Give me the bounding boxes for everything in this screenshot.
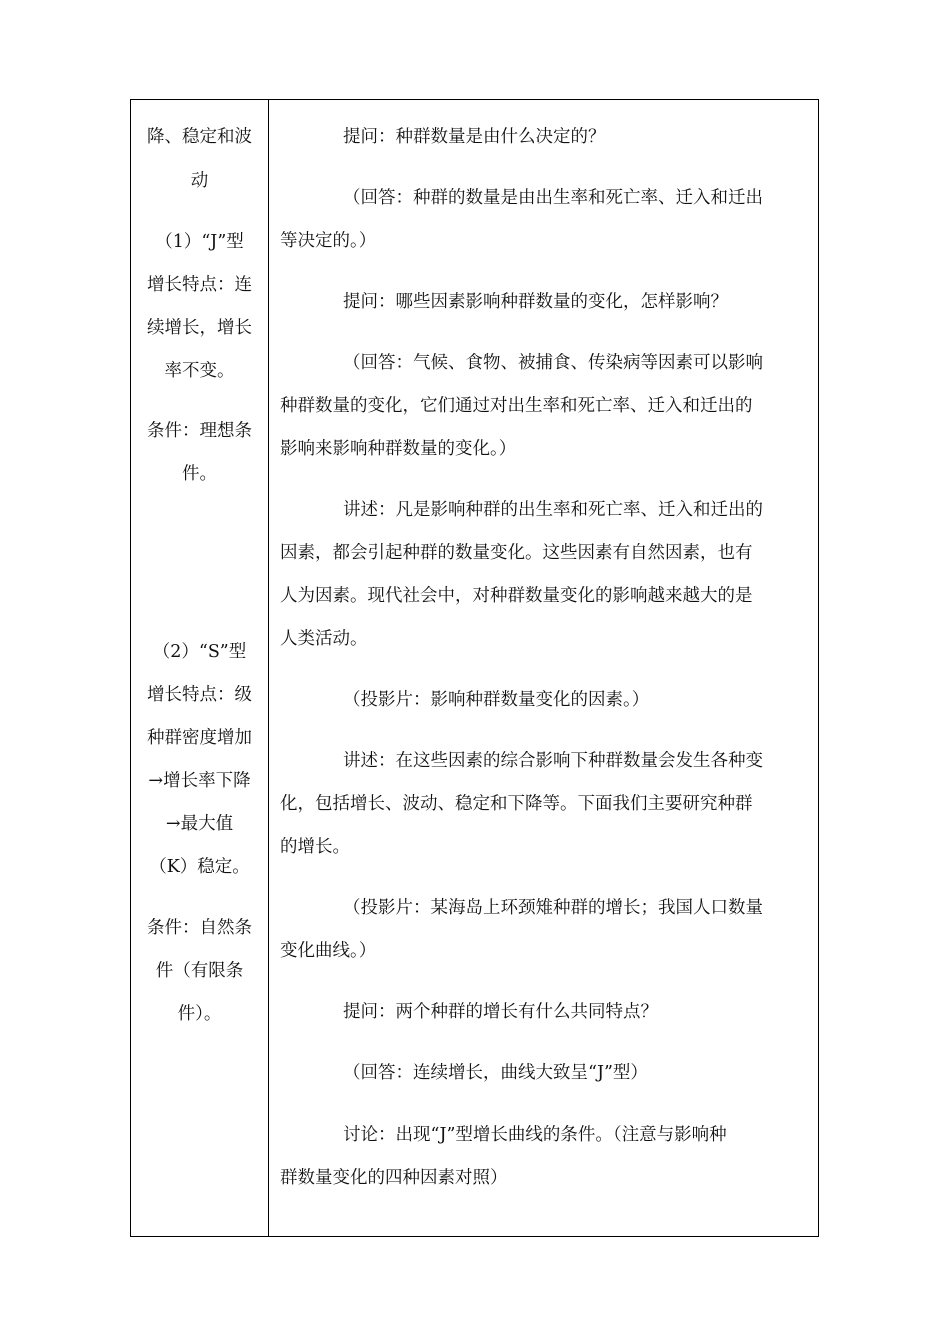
text-line: 的增长。: [280, 837, 350, 857]
text-line: 提问：哪些因素影响种群数量的变化，怎样影响？: [343, 292, 728, 312]
text-line: 人类活动。: [280, 629, 368, 649]
lesson-table: [130, 99, 819, 1237]
text-line: 讲述：凡是影响种群的出生率和死亡率、迁入和迁出的: [343, 500, 763, 520]
text-line: （投影片：影响种群数量变化的因素。）: [343, 690, 650, 710]
text-line: 变化曲线。）: [280, 941, 377, 961]
note-line: 种群密度增加: [147, 728, 252, 748]
text-line: 讲述：在这些因素的综合影响下种群数量会发生各种变: [343, 751, 763, 771]
text-line: 种群数量的变化，它们通过对出生率和死亡率、迁入和迁出的: [280, 396, 753, 416]
note-line: 件。: [182, 464, 217, 484]
note-line: 降、稳定和波: [147, 127, 252, 147]
note-line: →最大值: [165, 814, 234, 834]
note-line: 件）。: [177, 1004, 222, 1024]
note-line: →增长率下降: [148, 771, 251, 791]
text-line: 提问：种群数量是由什么决定的？: [343, 127, 606, 147]
text-line: （回答：连续增长，曲线大致呈“J”型）: [343, 1063, 648, 1083]
note-line: 续增长，增长: [147, 318, 252, 338]
note-line: 条件：理想条: [147, 421, 252, 441]
text-line: 等决定的。）: [280, 231, 377, 251]
text-line: （回答：种群的数量是由出生率和死亡率、迁入和迁出: [343, 188, 763, 208]
note-line: 动: [190, 171, 209, 191]
note-line: 增长特点：连: [147, 275, 252, 295]
note-line: 条件：自然条: [147, 918, 252, 938]
note-line: （K）稳定。: [149, 857, 250, 877]
note-line: 增长特点：级: [147, 685, 252, 705]
text-line: 群数量变化的四种因素对照）: [280, 1168, 508, 1188]
text-line: （投影片：某海岛上环颈雉种群的增长；我国人口数量: [343, 898, 763, 918]
text-line: 影响来影响种群数量的变化。）: [280, 439, 517, 459]
column-divider: [268, 100, 269, 1236]
text-line: 提问：两个种群的增长有什么共同特点？: [343, 1002, 658, 1022]
text-line: 化，包括增长、波动、稳定和下降等。下面我们主要研究种群: [280, 794, 753, 814]
text-line: 讨论：出现“J”型增长曲线的条件。（注意与影响种: [343, 1125, 727, 1145]
text-line: 人为因素。现代社会中，对种群数量变化的影响越来越大的是: [280, 586, 753, 606]
note-line: （1）“J”型: [155, 232, 244, 252]
text-line: 因素，都会引起种群的数量变化。这些因素有自然因素，也有: [280, 543, 753, 563]
text-line: （回答：气候、食物、被捕食、传染病等因素可以影响: [343, 353, 763, 373]
note-line: （2）“S”型: [152, 642, 247, 662]
note-line: 率不变。: [164, 361, 235, 381]
note-line: 件（有限条: [155, 961, 244, 981]
